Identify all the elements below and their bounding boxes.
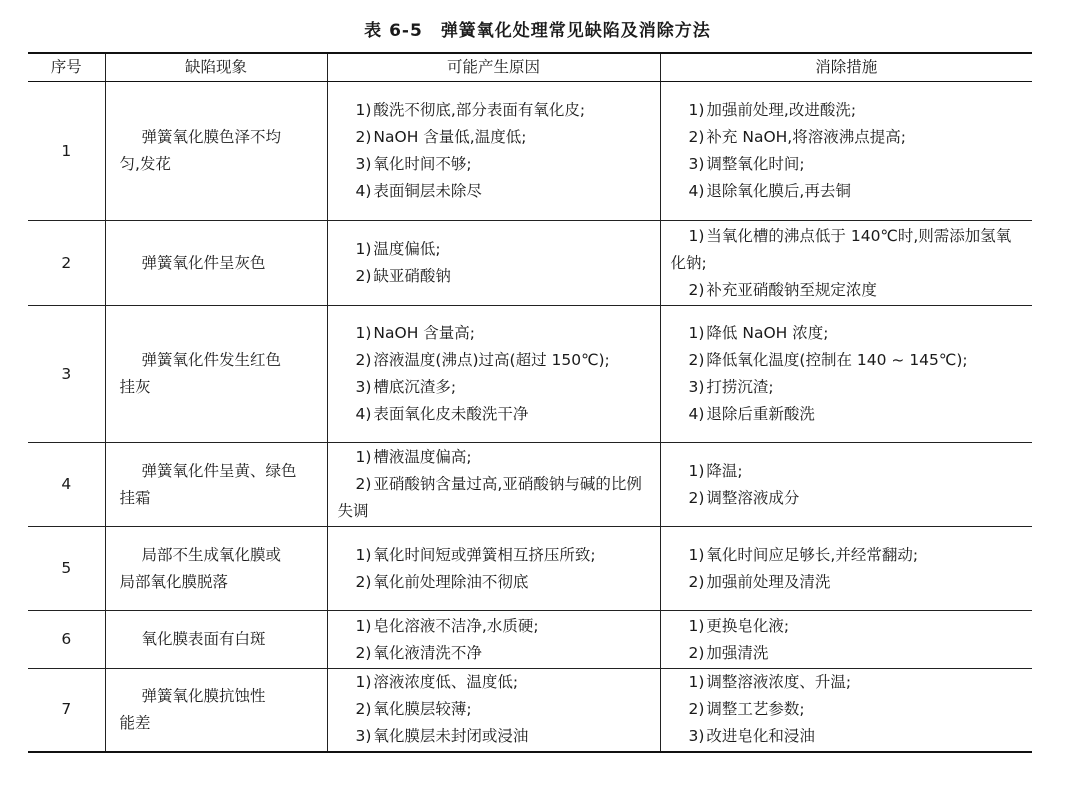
remedy-item [671,178,1023,205]
cause-item [338,374,650,401]
phenomenon-line: 匀,发花 [119,155,171,173]
item-text: 更换皂化液; [706,616,790,635]
remedy-item [671,542,1023,569]
item-index: 1) [355,101,372,119]
phenomenon-line: 弹簧氧化件发生红色 [141,351,282,369]
remedy-item [671,151,1023,178]
remedy-item [671,347,1023,374]
cause-item [338,320,650,347]
item-index: 2) [355,643,372,662]
row-number: 5 [28,527,105,611]
item-text: 调整溶液浓度、升温; [706,673,852,692]
item-index: 3) [688,378,705,396]
remedy-item [671,223,1023,277]
remedy-item [671,97,1023,124]
phenomenon-line: 弹簧氧化件呈黄、绿色 [141,461,297,480]
table-header [28,53,1032,82]
header-phenomenon: 缺陷现象 [105,53,327,82]
item-index: 1) [688,461,705,480]
remedy-item [671,277,1023,304]
item-index: 3) [355,155,372,173]
remedy-measures [660,443,1032,527]
remedy-item [671,696,1023,723]
cause-item [338,471,650,525]
remedy-measures [660,306,1032,443]
item-text: NaOH 含量低,温度低; [373,128,527,146]
row-number: 1 [28,82,105,221]
item-index: 1) [355,616,372,635]
item-text: 加强前处理,改进酸洗; [706,101,857,119]
item-text: 氧化时间短或弹簧相互挤压所致; [373,545,596,564]
row-number: 6 [28,611,105,669]
item-index: 1) [355,448,372,466]
item-index: 2) [688,643,705,662]
item-index: 1) [688,545,705,564]
remedy-item [671,640,1023,667]
row-number: 7 [28,669,105,752]
item-index: 2) [355,700,372,719]
possible-causes [327,306,660,443]
item-text: 缺亚硝酸钠 [373,267,451,285]
defects-table [28,52,1032,753]
table-row [28,221,1032,306]
item-index: 2) [688,280,705,299]
item-index: 1) [688,226,705,245]
possible-causes [327,443,660,527]
cause-item [338,97,650,124]
row-number: 2 [28,221,105,306]
possible-causes [327,527,660,611]
cause-item [338,723,650,750]
item-index: 1) [688,324,705,342]
item-text: 降温; [706,461,743,480]
remedy-measures [660,669,1032,752]
item-text: 补充 NaOH,将溶液沸点提高; [706,128,906,146]
item-index: 2) [688,488,705,507]
item-index: 1) [355,324,372,342]
item-index: 1) [355,545,372,564]
table-title [0,16,1075,41]
item-text: 退除氧化膜后,再去铜 [706,182,851,200]
item-text: 补充亚硝酸钠至规定浓度 [706,280,877,299]
item-text: 加强清洗 [706,643,769,662]
item-index: 2) [355,572,372,591]
cause-item [338,263,650,290]
item-text: 氧化膜层未封闭或浸油 [373,727,529,746]
item-text: 槽液温度偏高; [373,448,472,466]
item-text: 溶液浓度低、温度低; [373,673,519,692]
remedy-measures [660,221,1032,306]
item-text: 槽底沉渣多; [373,378,457,396]
phenomenon-line: 氧化膜表面有白斑 [141,630,266,648]
header-no: 序号 [28,53,105,82]
item-text: 表面氧化皮未酸洗干净 [373,405,529,423]
phenomenon-line: 能差 [119,713,151,732]
item-index: 4) [688,405,705,423]
possible-causes [327,82,660,221]
possible-causes [327,611,660,669]
defect-phenomenon [105,306,327,443]
remedy-item [671,320,1023,347]
remedy-measures [660,611,1032,669]
phenomenon-line: 挂霜 [119,488,151,507]
item-text: 皂化溶液不洁净,水质硬; [373,616,539,635]
item-index: 2) [355,475,372,493]
item-text: 退除后重新酸洗 [706,405,815,423]
header-remedies: 消除措施 [660,53,1032,82]
table-number: 表 6-5 [364,21,423,41]
phenomenon-line: 局部不生成氧化膜或 [141,545,282,564]
item-text: 调整氧化时间; [706,155,805,173]
remedy-item [671,723,1023,750]
cause-item [338,696,650,723]
defect-phenomenon [105,82,327,221]
defect-phenomenon [105,669,327,752]
remedy-item [671,569,1023,596]
table-caption: 弹簧氧化处理常见缺陷及消除方法 [440,21,711,41]
item-index: 1) [688,673,705,692]
item-text: 打捞沉渣; [706,378,774,396]
header-causes: 可能产生原因 [327,53,660,82]
remedy-item [671,613,1023,640]
phenomenon-line: 弹簧氧化件呈灰色 [141,253,266,272]
possible-causes [327,221,660,306]
remedy-item [671,669,1023,696]
cause-item [338,542,650,569]
table-row [28,306,1032,443]
remedy-item [671,458,1023,485]
cause-item [338,124,650,151]
defect-phenomenon [105,221,327,306]
table-row [28,443,1032,527]
item-index: 4) [688,182,705,200]
item-index: 4) [355,405,372,423]
cause-item [338,640,650,667]
item-text: 改进皂化和浸油 [706,727,815,746]
defect-phenomenon [105,611,327,669]
item-text: 降低 NaOH 浓度; [706,324,829,342]
item-text: 酸洗不彻底,部分表面有氧化皮; [373,101,586,119]
item-text: 降低氧化温度(控制在 140 ~ 145℃); [706,351,968,369]
item-text: 当氧化槽的沸点低于 140℃时,则需添加氢氧化钠; [670,226,1012,272]
table-row [28,669,1032,752]
item-index: 3) [688,727,705,746]
remedy-item [671,485,1023,512]
cause-item [338,613,650,640]
item-index: 2) [688,351,705,369]
item-index: 3) [355,727,372,746]
cause-item [338,178,650,205]
phenomenon-line: 弹簧氧化膜色泽不均 [141,128,282,146]
item-index: 3) [355,378,372,396]
phenomenon-line: 弹簧氧化膜抗蚀性 [141,686,266,705]
item-index: 2) [688,572,705,591]
item-text: 氧化时间应足够长,并经常翻动; [706,545,919,564]
cause-item [338,151,650,178]
item-index: 3) [688,155,705,173]
item-text: 表面铜层未除尽 [373,182,482,200]
item-text: 氧化前处理除油不彻底 [373,572,529,591]
defect-phenomenon [105,527,327,611]
phenomenon-line: 挂灰 [119,378,151,396]
item-text: 溶液温度(沸点)过高(超过 150℃); [373,351,610,369]
item-index: 1) [355,673,372,692]
phenomenon-line: 局部氧化膜脱落 [119,572,229,591]
item-text: 调整工艺参数; [706,700,805,719]
remedy-item [671,401,1023,428]
header-row [28,53,1032,82]
item-index: 1) [355,240,372,258]
table-row [28,527,1032,611]
table-body [28,82,1032,752]
cause-item [338,444,650,471]
item-index: 2) [688,128,705,146]
cause-item [338,347,650,374]
cause-item [338,236,650,263]
item-index: 2) [688,700,705,719]
cause-item [338,669,650,696]
item-index: 4) [355,182,372,200]
item-index: 2) [355,351,372,369]
cause-item [338,569,650,596]
item-text: 亚硝酸钠含量过高,亚硝酸钠与碱的比例失调 [337,475,642,520]
item-text: 温度偏低; [373,240,441,258]
item-index: 1) [688,616,705,635]
possible-causes [327,669,660,752]
remedy-item [671,124,1023,151]
defect-phenomenon [105,443,327,527]
item-text: 氧化液清洗不净 [373,643,482,662]
remedy-measures [660,527,1032,611]
item-text: 加强前处理及清洗 [706,572,831,591]
cause-item [338,401,650,428]
remedy-item [671,374,1023,401]
item-text: 调整溶液成分 [706,488,800,507]
remedy-measures [660,82,1032,221]
item-index: 1) [688,101,705,119]
item-text: NaOH 含量高; [373,324,476,342]
table-row [28,611,1032,669]
row-number: 4 [28,443,105,527]
item-index: 2) [355,267,372,285]
item-index: 2) [355,128,372,146]
item-text: 氧化膜层较薄; [373,700,472,719]
table-row [28,82,1032,221]
row-number: 3 [28,306,105,443]
item-text: 氧化时间不够; [373,155,472,173]
